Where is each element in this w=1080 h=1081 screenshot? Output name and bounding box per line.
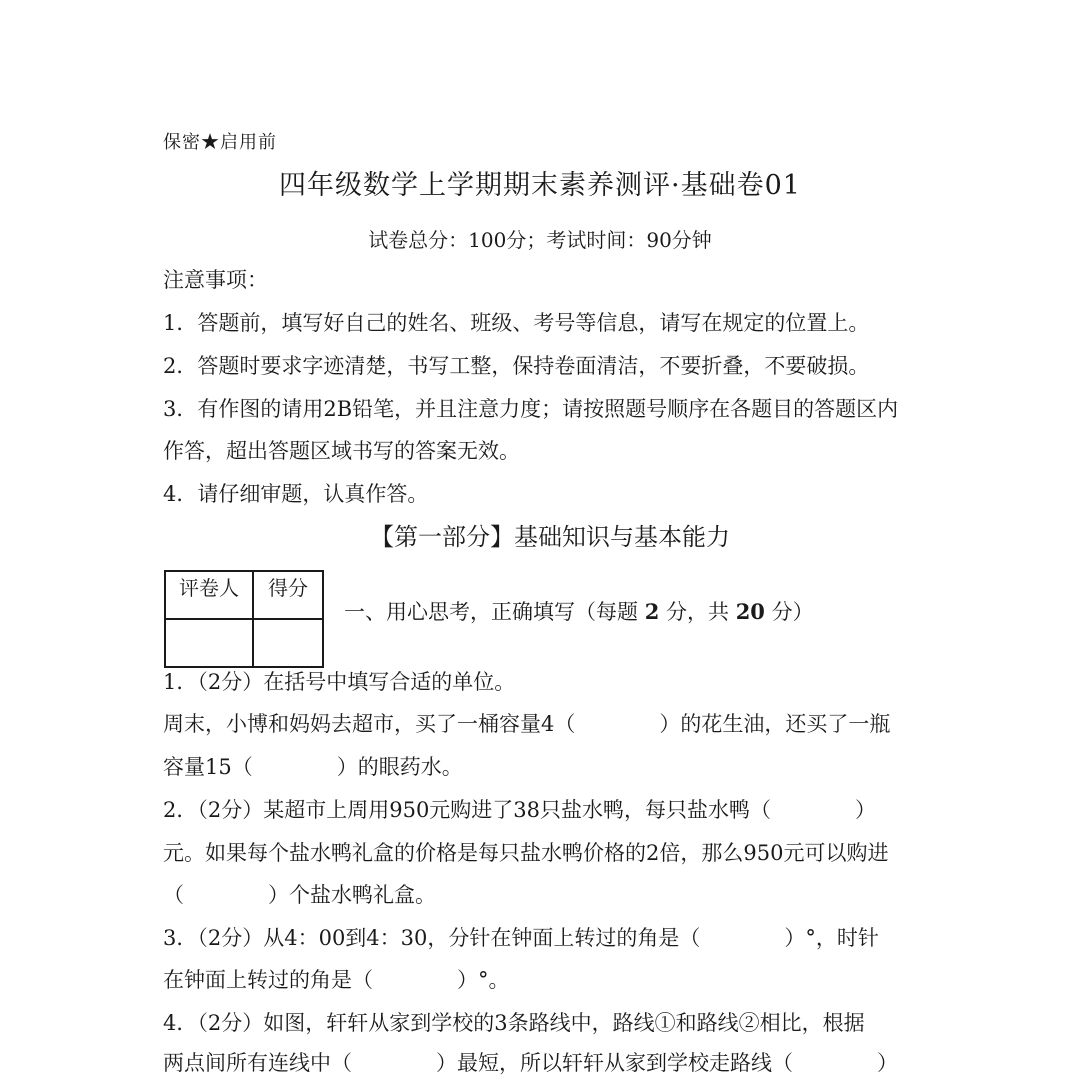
part-heading-suffix: 分） [771, 600, 814, 624]
question-1-stem: 1．（2分）在括号中填写合适的单位。 [163, 670, 516, 694]
note-item-2: 2．答题时要求字迹清楚，书写工整，保持卷面清洁，不要折叠，不要破损。 [163, 354, 870, 378]
part-heading-per-score: 2 [644, 599, 660, 624]
exam-subtitle: 试卷总分：100分；考试时间：90分钟 [368, 228, 712, 252]
grader-cell [165, 619, 253, 667]
note-item-3: 3．有作图的请用2B铅笔，并且注意力度；请按照题号顺序在各题目的答题区内 [163, 397, 899, 421]
question-3-stem: 3．（2分）从4：00到4：30，分针在钟面上转过的角是（ ）°，时针 [163, 926, 879, 950]
part-heading-prefix: 一、用心思考，正确填写（每题 [344, 600, 638, 624]
question-1-line-3: 容量15（ ）的眼药水。 [163, 755, 463, 779]
question-4-line-2: 两点间所有连线中（ ）最短，所以轩轩从家到学校走路线（ ） [163, 1051, 898, 1075]
grader-table [164, 570, 324, 668]
note-item-4: 4．请仔细审题，认真作答。 [163, 482, 429, 506]
score-column-header: 得分 [253, 571, 323, 619]
grader-column-header: 评卷人 [165, 571, 253, 619]
question-2-line-3: （ ）个盐水鸭礼盒。 [163, 883, 436, 907]
question-1-line-2: 周末，小博和妈妈去超市，买了一桶容量4（ ）的花生油，还买了一瓶 [163, 712, 891, 736]
exam-title: 四年级数学上学期期末素养测评·基础卷01 [279, 170, 801, 201]
question-2-stem: 2．（2分）某超市上周用950元购进了38只盐水鸭，每只盐水鸭（ ） [163, 798, 877, 822]
section-title: 【第一部分】基础知识与基本能力 [370, 523, 730, 551]
notes-heading: 注意事项： [163, 268, 268, 292]
part-heading [344, 598, 814, 626]
question-2-line-2: 元。如果每个盐水鸭礼盒的价格是每只盐水鸭价格的2倍，那么950元可以购进 [163, 841, 889, 865]
score-cell [253, 619, 323, 667]
note-item-1: 1．答题前，填写好自己的姓名、班级、考号等信息，请写在规定的位置上。 [163, 311, 870, 335]
confidential-label: 保密★启用前 [163, 132, 277, 153]
question-4-stem: 4．（2分）如图，轩轩从家到学校的3条路线中，路线①和路线②相比，根据 [163, 1011, 865, 1035]
part-heading-total: 20 [735, 599, 765, 624]
question-3-line-2: 在钟面上转过的角是（ ）°。 [163, 968, 510, 992]
note-item-3-continued: 作答，超出答题区域书写的答案无效。 [163, 439, 520, 463]
part-heading-middle: 分，共 [666, 600, 729, 624]
